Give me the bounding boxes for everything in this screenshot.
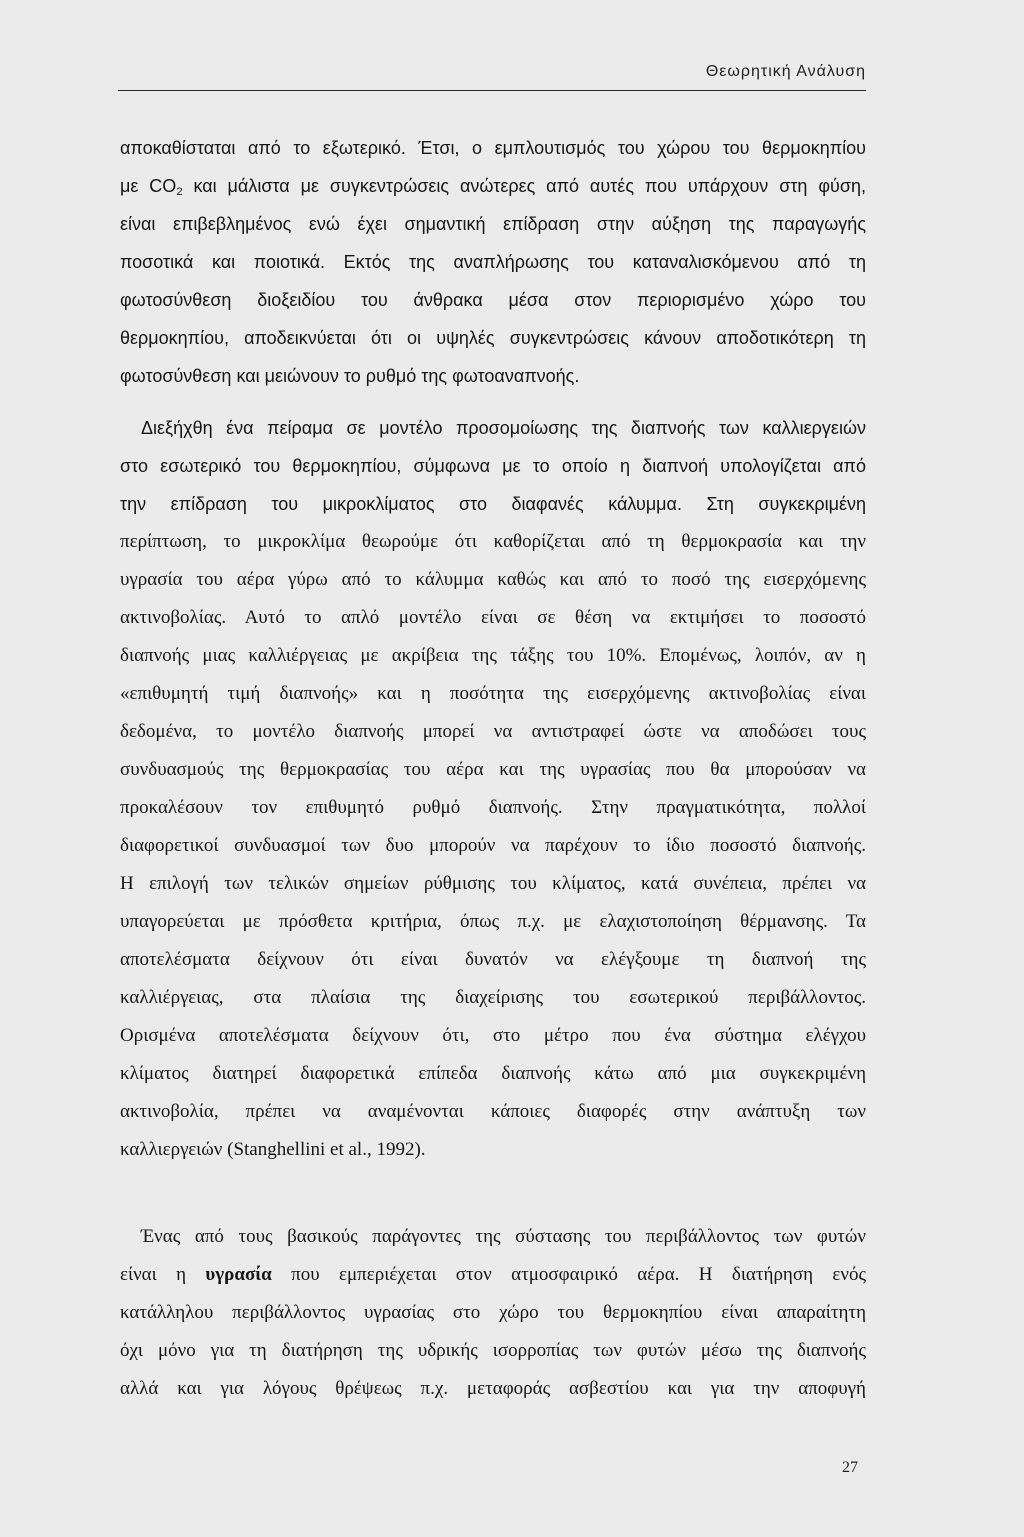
text-line: αποκαθίσταται από το εξωτερικό. Έτσι, ο εμπλουτισμός του χώρου του θερμοκηπίου — [120, 138, 866, 158]
text-line: φωτοσύνθεση διοξειδίου του άνθρακα μέσα στον περιορισμένο χώρο του — [120, 290, 866, 310]
text-line: υπαγορεύεται με πρόσθετα κριτήρια, όπως π.χ. με ελαχιστοποίηση θέρμανσης. Τα — [120, 911, 866, 932]
text-line: Ένας από τους βασικούς παράγοντες της σύστασης του περιβάλλοντος των φυτών — [141, 1226, 866, 1247]
text-line: θερμοκηπίου, αποδεικνύεται ότι οι υψηλές συγκεντρώσεις κάνουν αποδοτικότερη τη — [120, 328, 866, 348]
text-line: συνδυασμούς της θερμοκρασίας του αέρα και της υγρασίας που θα μπορούσαν να — [120, 759, 866, 780]
text-line: υγρασία του αέρα γύρω από το κάλυμμα καθώς και από το ποσό της εισερχόμενης — [120, 569, 866, 590]
text-line: ποσοτικά και ποιοτικά. Εκτός της αναπλήρωσης του καταναλισκόμενου από τη — [120, 252, 866, 272]
text-line: αποτελέσματα δείχνουν ότι είναι δυνατόν να ελέγξουμε τη διαπνοή της — [120, 949, 866, 970]
page-number: 27 — [842, 1459, 858, 1476]
text-line: φωτοσύνθεση και μειώνουν το ρυθμό της φωτοαναπνοής. — [120, 366, 580, 386]
text-line: στο εσωτερικό του θερμοκηπίου, σύμφωνα με το οποίο η διαπνοή υπολογίζεται από — [120, 456, 866, 476]
paragraph — [120, 409, 866, 1169]
text-line: ακτινοβολία, πρέπει να αναμένονται κάποιες διαφορές στην ανάπτυξη των — [120, 1101, 866, 1122]
text-run: και μάλιστα με συγκεντρώσεις ανώτερες από αυτές που υπάρχουν στη φύση, — [182, 176, 866, 196]
paragraph — [120, 129, 866, 395]
text-line: καλλιέργειας, στα πλαίσια της διαχείρισης του εσωτερικού περιβάλλοντος. — [120, 987, 866, 1008]
bold-term: υγρασία — [205, 1264, 272, 1285]
page-body — [120, 129, 866, 1408]
running-header: Θεωρητική Ανάλυση — [705, 63, 866, 80]
text-line: προκαλέσουν τον επιθυμητό ρυθμό διαπνοής. Στην πραγματικότητα, πολλοί — [120, 797, 866, 818]
text-line: διαφορετικοί συνδυασμοί των δυο μπορούν να παρέχουν το ίδιο ποσοστό διαπνοής. — [120, 835, 866, 856]
text-line: περίπτωση, το μικροκλίμα θεωρούμε ότι καθορίζεται από τη θερμοκρασία και την — [120, 531, 866, 552]
text-run: που εμπεριέχεται στον ατμοσφαιρικό αέρα. Η διατήρηση ενός — [271, 1264, 867, 1285]
text-line: καλλιεργειών (Stanghellini et al., 1992). — [120, 1139, 426, 1160]
subscript: 2 — [176, 186, 183, 199]
text-line: Διεξήχθη ένα πείραμα σε μοντέλο προσομοίωσης της διαπνοής των καλλιεργειών — [141, 418, 866, 438]
text-line — [120, 167, 866, 205]
text-run: με CO — [120, 176, 177, 196]
text-line: είναι επιβεβλημένος ενώ έχει σημαντική επίδραση στην αύξηση της παραγωγής — [120, 214, 866, 234]
text-line: Ορισμένα αποτελέσματα δείχνουν ότι, στο μέτρο που ένα σύστημα ελέγχου — [120, 1025, 866, 1046]
text-line: διαπνοής μιας καλλιέργειας με ακρίβεια της τάξης του 10%. Επομένως, λοιπόν, αν η — [120, 645, 866, 666]
text-line: «επιθυμητή τιμή διαπνοής» και η ποσότητα της εισερχόμενης ακτινοβολίας είναι — [120, 683, 866, 704]
header-rule — [118, 90, 866, 91]
text-line: κατάλληλου περιβάλλοντος υγρασίας στο χώρο του θερμοκηπίου είναι απαραίτητη — [120, 1302, 866, 1323]
text-line: Η επιλογή των τελικών σημείων ρύθμισης του κλίματος, κατά συνέπεια, πρέπει να — [120, 873, 866, 894]
paragraph — [120, 1218, 866, 1408]
text-line — [120, 1256, 866, 1294]
text-line: όχι μόνο για τη διατήρηση της υδρικής ισορροπίας των φυτών μέσω της διαπνοής — [120, 1340, 866, 1361]
text-line: κλίματος διατηρεί διαφορετικά επίπεδα διαπνοής κάτω από μια συγκεκριμένη — [120, 1063, 866, 1084]
text-line: δεδομένα, το μοντέλο διαπνοής μπορεί να αντιστραφεί ώστε να αποδώσει τους — [120, 721, 866, 742]
text-line: ακτινοβολίας. Αυτό το απλό μοντέλο είναι σε θέση να εκτιμήσει το ποσοστό — [120, 607, 866, 628]
text-line: την επίδραση του μικροκλίματος στο διαφανές κάλυμμα. Στη συγκεκριμένη — [120, 494, 866, 514]
text-run: είναι η — [120, 1264, 206, 1285]
text-line: αλλά και για λόγους θρέψεως π.χ. μεταφοράς ασβεστίου και για την αποφυγή — [120, 1378, 866, 1399]
